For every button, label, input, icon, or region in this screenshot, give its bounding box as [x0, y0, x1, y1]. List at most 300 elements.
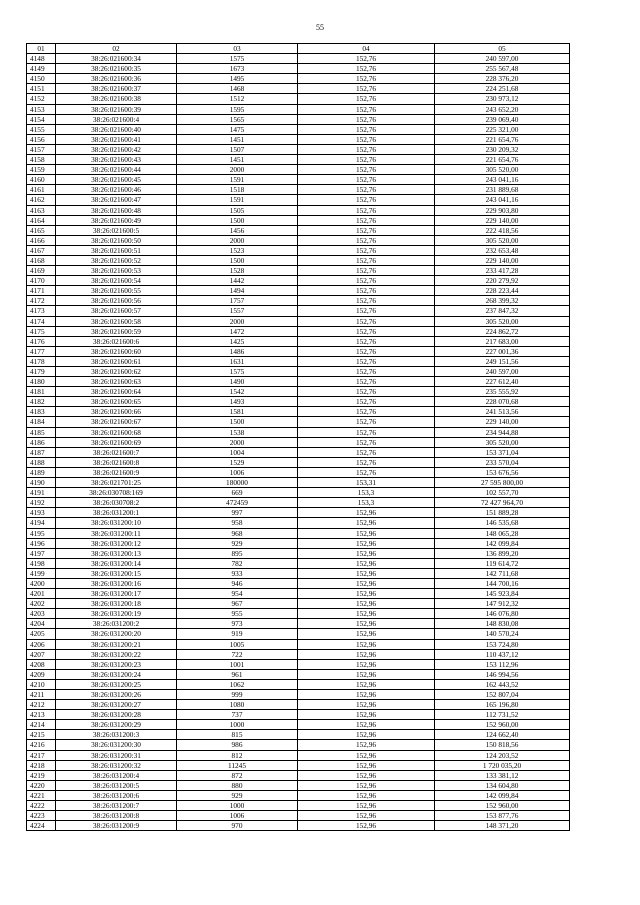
table-cell: 142 711,68 — [435, 568, 570, 578]
table-cell: 11245 — [177, 760, 298, 770]
table-cell: 4197 — [27, 548, 56, 558]
data-table — [26, 43, 570, 831]
table-cell: 472459 — [177, 498, 298, 508]
table-row — [27, 195, 570, 205]
table-cell: 152,76 — [298, 326, 435, 336]
table-cell: 233 417,28 — [435, 266, 570, 276]
table-cell: 152,76 — [298, 104, 435, 114]
table-cell: 1575 — [177, 54, 298, 64]
table-cell: 954 — [177, 589, 298, 599]
table-cell: 4148 — [27, 54, 56, 64]
table-cell: 1425 — [177, 336, 298, 346]
table-cell: 973 — [177, 619, 298, 629]
table-cell: 1500 — [177, 255, 298, 265]
table-cell: 133 381,12 — [435, 770, 570, 780]
table-cell: 1475 — [177, 124, 298, 134]
table-cell: 152,76 — [298, 155, 435, 165]
table-cell: 4165 — [27, 225, 56, 235]
table-row — [27, 104, 570, 114]
table-cell: 4155 — [27, 124, 56, 134]
table-cell: 240 597,00 — [435, 367, 570, 377]
table-cell: 4170 — [27, 276, 56, 286]
table-cell: 4158 — [27, 155, 56, 165]
table-cell: 145 923,84 — [435, 589, 570, 599]
table-cell: 38:26:021600:5 — [56, 225, 177, 235]
table-row — [27, 589, 570, 599]
table-cell: 1000 — [177, 801, 298, 811]
table-cell: 1757 — [177, 296, 298, 306]
table-cell: 1001 — [177, 659, 298, 669]
table-cell: 180000 — [177, 478, 298, 488]
table-cell: 815 — [177, 730, 298, 740]
table-cell: 38:26:031200:16 — [56, 578, 177, 588]
table-cell: 968 — [177, 528, 298, 538]
table-cell: 4211 — [27, 690, 56, 700]
table-cell: 249 151,56 — [435, 356, 570, 366]
table-cell: 152,96 — [298, 669, 435, 679]
table-cell: 241 513,56 — [435, 407, 570, 417]
table-cell: 1557 — [177, 306, 298, 316]
table-cell: 38:26:021600:52 — [56, 255, 177, 265]
table-row — [27, 488, 570, 498]
table-cell: 229 140,00 — [435, 417, 570, 427]
table-cell: 224 862,72 — [435, 326, 570, 336]
table-cell: 110 437,12 — [435, 649, 570, 659]
table-cell: 38:26:031200:20 — [56, 629, 177, 639]
table-cell: 38:26:021600:39 — [56, 104, 177, 114]
table-cell: 221 654,76 — [435, 134, 570, 144]
table-cell: 221 654,76 — [435, 155, 570, 165]
table-row — [27, 801, 570, 811]
table-cell: 4193 — [27, 508, 56, 518]
table-cell: 152,96 — [298, 508, 435, 518]
table-cell: 152,76 — [298, 387, 435, 397]
table-cell: 148 065,28 — [435, 528, 570, 538]
table-row — [27, 296, 570, 306]
table-cell: 38:26:021600:59 — [56, 326, 177, 336]
table-cell: 999 — [177, 690, 298, 700]
table-row — [27, 498, 570, 508]
table-cell: 4191 — [27, 488, 56, 498]
table-cell: 305 520,00 — [435, 316, 570, 326]
table-cell: 1528 — [177, 266, 298, 276]
table-cell: 38:26:021701:25 — [56, 478, 177, 488]
table-cell: 232 653,48 — [435, 245, 570, 255]
table-cell: 152 807,04 — [435, 690, 570, 700]
table-cell: 1080 — [177, 700, 298, 710]
table-cell: 4179 — [27, 367, 56, 377]
column-header: 03 — [177, 44, 298, 54]
table-cell: 152,76 — [298, 377, 435, 387]
table-cell: 152,76 — [298, 346, 435, 356]
table-cell: 38:26:021600:42 — [56, 144, 177, 154]
column-header: 01 — [27, 44, 56, 54]
table-cell: 38:26:021600:56 — [56, 296, 177, 306]
table-cell: 872 — [177, 770, 298, 780]
table-cell: 38:26:031200:17 — [56, 589, 177, 599]
table-cell: 152,76 — [298, 64, 435, 74]
table-cell: 119 614,72 — [435, 558, 570, 568]
table-cell: 737 — [177, 710, 298, 720]
table-cell: 4209 — [27, 669, 56, 679]
table-cell: 1505 — [177, 205, 298, 215]
table-cell: 4162 — [27, 195, 56, 205]
table-row — [27, 155, 570, 165]
table-cell: 38:26:031200:11 — [56, 528, 177, 538]
table-cell: 1595 — [177, 104, 298, 114]
table-cell: 152,96 — [298, 801, 435, 811]
table-cell: 4150 — [27, 74, 56, 84]
table-cell: 38:26:021600:65 — [56, 397, 177, 407]
table-cell: 38:26:021600:68 — [56, 427, 177, 437]
table-cell: 148 830,08 — [435, 619, 570, 629]
table-cell: 38:26:021600:61 — [56, 356, 177, 366]
table-row — [27, 205, 570, 215]
table-cell: 152 960,00 — [435, 801, 570, 811]
table-cell: 152,76 — [298, 74, 435, 84]
table-cell: 38:26:031200:30 — [56, 740, 177, 750]
table-cell: 229 140,00 — [435, 255, 570, 265]
table-cell: 234 944,88 — [435, 427, 570, 437]
table-cell: 151 889,28 — [435, 508, 570, 518]
table-cell: 38:26:031200:14 — [56, 558, 177, 568]
table-cell: 929 — [177, 538, 298, 548]
table-cell: 38:26:021600:45 — [56, 175, 177, 185]
table-cell: 4192 — [27, 498, 56, 508]
table-cell: 152,96 — [298, 821, 435, 831]
table-row — [27, 609, 570, 619]
table-cell: 2000 — [177, 235, 298, 245]
table-cell: 38:26:031200:27 — [56, 700, 177, 710]
table-cell: 152,96 — [298, 558, 435, 568]
table-cell: 38:26:021600:63 — [56, 377, 177, 387]
table-cell: 152,76 — [298, 447, 435, 457]
table-cell: 38:26:021600:67 — [56, 417, 177, 427]
table-cell: 152,96 — [298, 619, 435, 629]
table-row — [27, 710, 570, 720]
table-cell: 152,96 — [298, 811, 435, 821]
table-cell: 38:26:031200:29 — [56, 720, 177, 730]
table-cell: 38:26:031200:12 — [56, 538, 177, 548]
table-cell: 919 — [177, 629, 298, 639]
table-cell: 782 — [177, 558, 298, 568]
table-cell: 4218 — [27, 760, 56, 770]
table-cell: 4206 — [27, 639, 56, 649]
table-cell: 4181 — [27, 387, 56, 397]
table-cell: 4224 — [27, 821, 56, 831]
table-cell: 152,76 — [298, 94, 435, 104]
table-row — [27, 700, 570, 710]
table-cell: 946 — [177, 578, 298, 588]
table-cell: 4189 — [27, 467, 56, 477]
table-cell: 38:26:021600:34 — [56, 54, 177, 64]
table-cell: 152,76 — [298, 185, 435, 195]
table-row — [27, 316, 570, 326]
table-cell: 4219 — [27, 770, 56, 780]
table-cell: 38:26:031200:1 — [56, 508, 177, 518]
table-cell: 933 — [177, 568, 298, 578]
column-header: 05 — [435, 44, 570, 54]
table-row — [27, 225, 570, 235]
table-cell: 1494 — [177, 286, 298, 296]
table-cell: 812 — [177, 750, 298, 760]
table-cell: 38:26:021600:36 — [56, 74, 177, 84]
table-row — [27, 437, 570, 447]
table-cell: 229 903,80 — [435, 205, 570, 215]
table-cell: 152,96 — [298, 639, 435, 649]
table-cell: 38:26:031200:13 — [56, 548, 177, 558]
table-cell: 38:26:031200:24 — [56, 669, 177, 679]
table-row — [27, 770, 570, 780]
table-row — [27, 356, 570, 366]
table-cell: 152,96 — [298, 740, 435, 750]
table-cell: 152,96 — [298, 770, 435, 780]
table-cell: 152,96 — [298, 700, 435, 710]
table-cell: 268 399,32 — [435, 296, 570, 306]
table-cell: 1456 — [177, 225, 298, 235]
table-cell: 1591 — [177, 195, 298, 205]
table-cell: 38:26:021600:4 — [56, 114, 177, 124]
table-cell: 1581 — [177, 407, 298, 417]
table-row — [27, 54, 570, 64]
table-cell: 240 597,00 — [435, 54, 570, 64]
table-cell: 152,76 — [298, 255, 435, 265]
table-cell: 227 612,40 — [435, 377, 570, 387]
table-cell: 4198 — [27, 558, 56, 568]
table-row — [27, 518, 570, 528]
table-cell: 4163 — [27, 205, 56, 215]
table-cell: 4177 — [27, 346, 56, 356]
table-cell: 1490 — [177, 377, 298, 387]
table-cell: 38:26:021600:7 — [56, 447, 177, 457]
table-cell: 38:26:031200:32 — [56, 760, 177, 770]
table-cell: 4205 — [27, 629, 56, 639]
table-cell: 38:26:021600:53 — [56, 266, 177, 276]
table-cell: 38:26:030708:169 — [56, 488, 177, 498]
table-row — [27, 750, 570, 760]
table-cell: 1493 — [177, 397, 298, 407]
table-cell: 152,76 — [298, 336, 435, 346]
table-cell: 4214 — [27, 720, 56, 730]
table-cell: 152,96 — [298, 790, 435, 800]
table-cell: 38:26:021600:9 — [56, 467, 177, 477]
table-cell: 4151 — [27, 84, 56, 94]
table-cell: 222 418,56 — [435, 225, 570, 235]
table-row — [27, 679, 570, 689]
table-cell: 4186 — [27, 437, 56, 447]
table-cell: 152,76 — [298, 205, 435, 215]
table-cell: 217 683,00 — [435, 336, 570, 346]
table-cell: 38:26:021600:47 — [56, 195, 177, 205]
table-cell: 148 371,20 — [435, 821, 570, 831]
table-row — [27, 690, 570, 700]
table-cell: 38:26:021600:64 — [56, 387, 177, 397]
table-cell: 136 899,20 — [435, 548, 570, 558]
table-cell: 4185 — [27, 427, 56, 437]
table-cell: 986 — [177, 740, 298, 750]
table-cell: 38:26:031200:28 — [56, 710, 177, 720]
table-cell: 1006 — [177, 811, 298, 821]
table-cell: 4212 — [27, 700, 56, 710]
table-cell: 150 818,56 — [435, 740, 570, 750]
table-cell: 152,96 — [298, 578, 435, 588]
table-cell: 112 731,52 — [435, 710, 570, 720]
table-cell: 38:26:021600:54 — [56, 276, 177, 286]
table-cell: 152,76 — [298, 306, 435, 316]
table-cell: 152,96 — [298, 548, 435, 558]
table-cell: 38:26:021600:48 — [56, 205, 177, 215]
table-cell: 961 — [177, 669, 298, 679]
table-cell: 1538 — [177, 427, 298, 437]
table-cell: 895 — [177, 548, 298, 558]
table-cell: 4213 — [27, 710, 56, 720]
table-cell: 243 041,16 — [435, 195, 570, 205]
table-cell: 153 676,56 — [435, 467, 570, 477]
table-row — [27, 417, 570, 427]
table-row — [27, 255, 570, 265]
table-cell: 142 099,84 — [435, 790, 570, 800]
table-cell: 235 555,92 — [435, 387, 570, 397]
table-cell: 1442 — [177, 276, 298, 286]
table-cell: 255 567,48 — [435, 64, 570, 74]
table-cell: 4175 — [27, 326, 56, 336]
table-row — [27, 64, 570, 74]
table-cell: 2000 — [177, 437, 298, 447]
table-cell: 230 973,12 — [435, 94, 570, 104]
table-cell: 38:26:021600:40 — [56, 124, 177, 134]
table-cell: 228 376,20 — [435, 74, 570, 84]
table-cell: 4156 — [27, 134, 56, 144]
table-row — [27, 407, 570, 417]
table-cell: 1542 — [177, 387, 298, 397]
table-cell: 4217 — [27, 750, 56, 760]
page-number: 55 — [316, 23, 324, 32]
table-row — [27, 427, 570, 437]
table-row — [27, 124, 570, 134]
table-cell: 152,96 — [298, 528, 435, 538]
table-cell: 1591 — [177, 175, 298, 185]
table-cell: 880 — [177, 780, 298, 790]
table-cell: 152,76 — [298, 367, 435, 377]
table-cell: 4182 — [27, 397, 56, 407]
table-row — [27, 74, 570, 84]
table-cell: 152,96 — [298, 649, 435, 659]
table-cell: 4222 — [27, 801, 56, 811]
table-cell: 152,96 — [298, 589, 435, 599]
table-cell: 38:26:031200:19 — [56, 609, 177, 619]
table-cell: 38:26:021600:44 — [56, 165, 177, 175]
table-row — [27, 649, 570, 659]
table-cell: 231 889,68 — [435, 185, 570, 195]
table-cell: 4154 — [27, 114, 56, 124]
table-cell: 305 520,00 — [435, 235, 570, 245]
table-cell: 1507 — [177, 144, 298, 154]
table-cell: 227 001,36 — [435, 346, 570, 356]
table-cell: 4167 — [27, 245, 56, 255]
table-cell: 152,96 — [298, 518, 435, 528]
table-cell: 152,96 — [298, 720, 435, 730]
table-cell: 152,96 — [298, 599, 435, 609]
table-cell: 152,96 — [298, 690, 435, 700]
table-row — [27, 538, 570, 548]
table-cell: 4215 — [27, 730, 56, 740]
column-header: 04 — [298, 44, 435, 54]
table-cell: 4187 — [27, 447, 56, 457]
table-cell: 152,96 — [298, 568, 435, 578]
table-cell: 958 — [177, 518, 298, 528]
table-cell: 38:26:021600:49 — [56, 215, 177, 225]
table-row — [27, 730, 570, 740]
table-cell: 4221 — [27, 790, 56, 800]
table-cell: 146 535,68 — [435, 518, 570, 528]
table-cell: 4203 — [27, 609, 56, 619]
table-cell: 38:26:021600:50 — [56, 235, 177, 245]
table-cell: 152,96 — [298, 538, 435, 548]
table-cell: 4196 — [27, 538, 56, 548]
table-cell: 1523 — [177, 245, 298, 255]
table-cell: 1575 — [177, 367, 298, 377]
table-cell: 1495 — [177, 74, 298, 84]
table-cell: 38:26:031200:4 — [56, 770, 177, 780]
table-row — [27, 165, 570, 175]
table-cell: 152 960,00 — [435, 720, 570, 730]
table-row — [27, 528, 570, 538]
table-cell: 224 251,68 — [435, 84, 570, 94]
table-row — [27, 346, 570, 356]
table-cell: 4171 — [27, 286, 56, 296]
table-cell: 152,96 — [298, 780, 435, 790]
table-row — [27, 619, 570, 629]
table-cell: 4190 — [27, 478, 56, 488]
table-cell: 134 604,80 — [435, 780, 570, 790]
table-cell: 152,76 — [298, 215, 435, 225]
table-cell: 152,76 — [298, 114, 435, 124]
table-row — [27, 215, 570, 225]
table-cell: 153 112,96 — [435, 659, 570, 669]
table-row — [27, 397, 570, 407]
table-cell: 38:26:031200:6 — [56, 790, 177, 800]
table-row — [27, 144, 570, 154]
column-header: 02 — [56, 44, 177, 54]
table-cell: 4169 — [27, 266, 56, 276]
table-cell: 152,76 — [298, 266, 435, 276]
table-cell: 38:26:031200:3 — [56, 730, 177, 740]
table-row — [27, 558, 570, 568]
table-row — [27, 377, 570, 387]
table-row — [27, 478, 570, 488]
table-cell: 239 069,40 — [435, 114, 570, 124]
table-cell: 220 279,92 — [435, 276, 570, 286]
table-cell: 38:26:021600:60 — [56, 346, 177, 356]
table-cell: 153 724,80 — [435, 639, 570, 649]
table-cell: 152,96 — [298, 710, 435, 720]
table-cell: 4194 — [27, 518, 56, 528]
table-cell: 72 427 964,70 — [435, 498, 570, 508]
table-cell: 4152 — [27, 94, 56, 104]
table-cell: 142 099,84 — [435, 538, 570, 548]
table-row — [27, 811, 570, 821]
table-cell: 4180 — [27, 377, 56, 387]
table-cell: 38:26:021600:43 — [56, 155, 177, 165]
table-row — [27, 175, 570, 185]
table-row — [27, 639, 570, 649]
table-cell: 38:26:021600:69 — [56, 437, 177, 447]
table-cell: 4153 — [27, 104, 56, 114]
table-cell: 153,31 — [298, 478, 435, 488]
table-cell: 4176 — [27, 336, 56, 346]
table-cell: 4172 — [27, 296, 56, 306]
table-row — [27, 266, 570, 276]
